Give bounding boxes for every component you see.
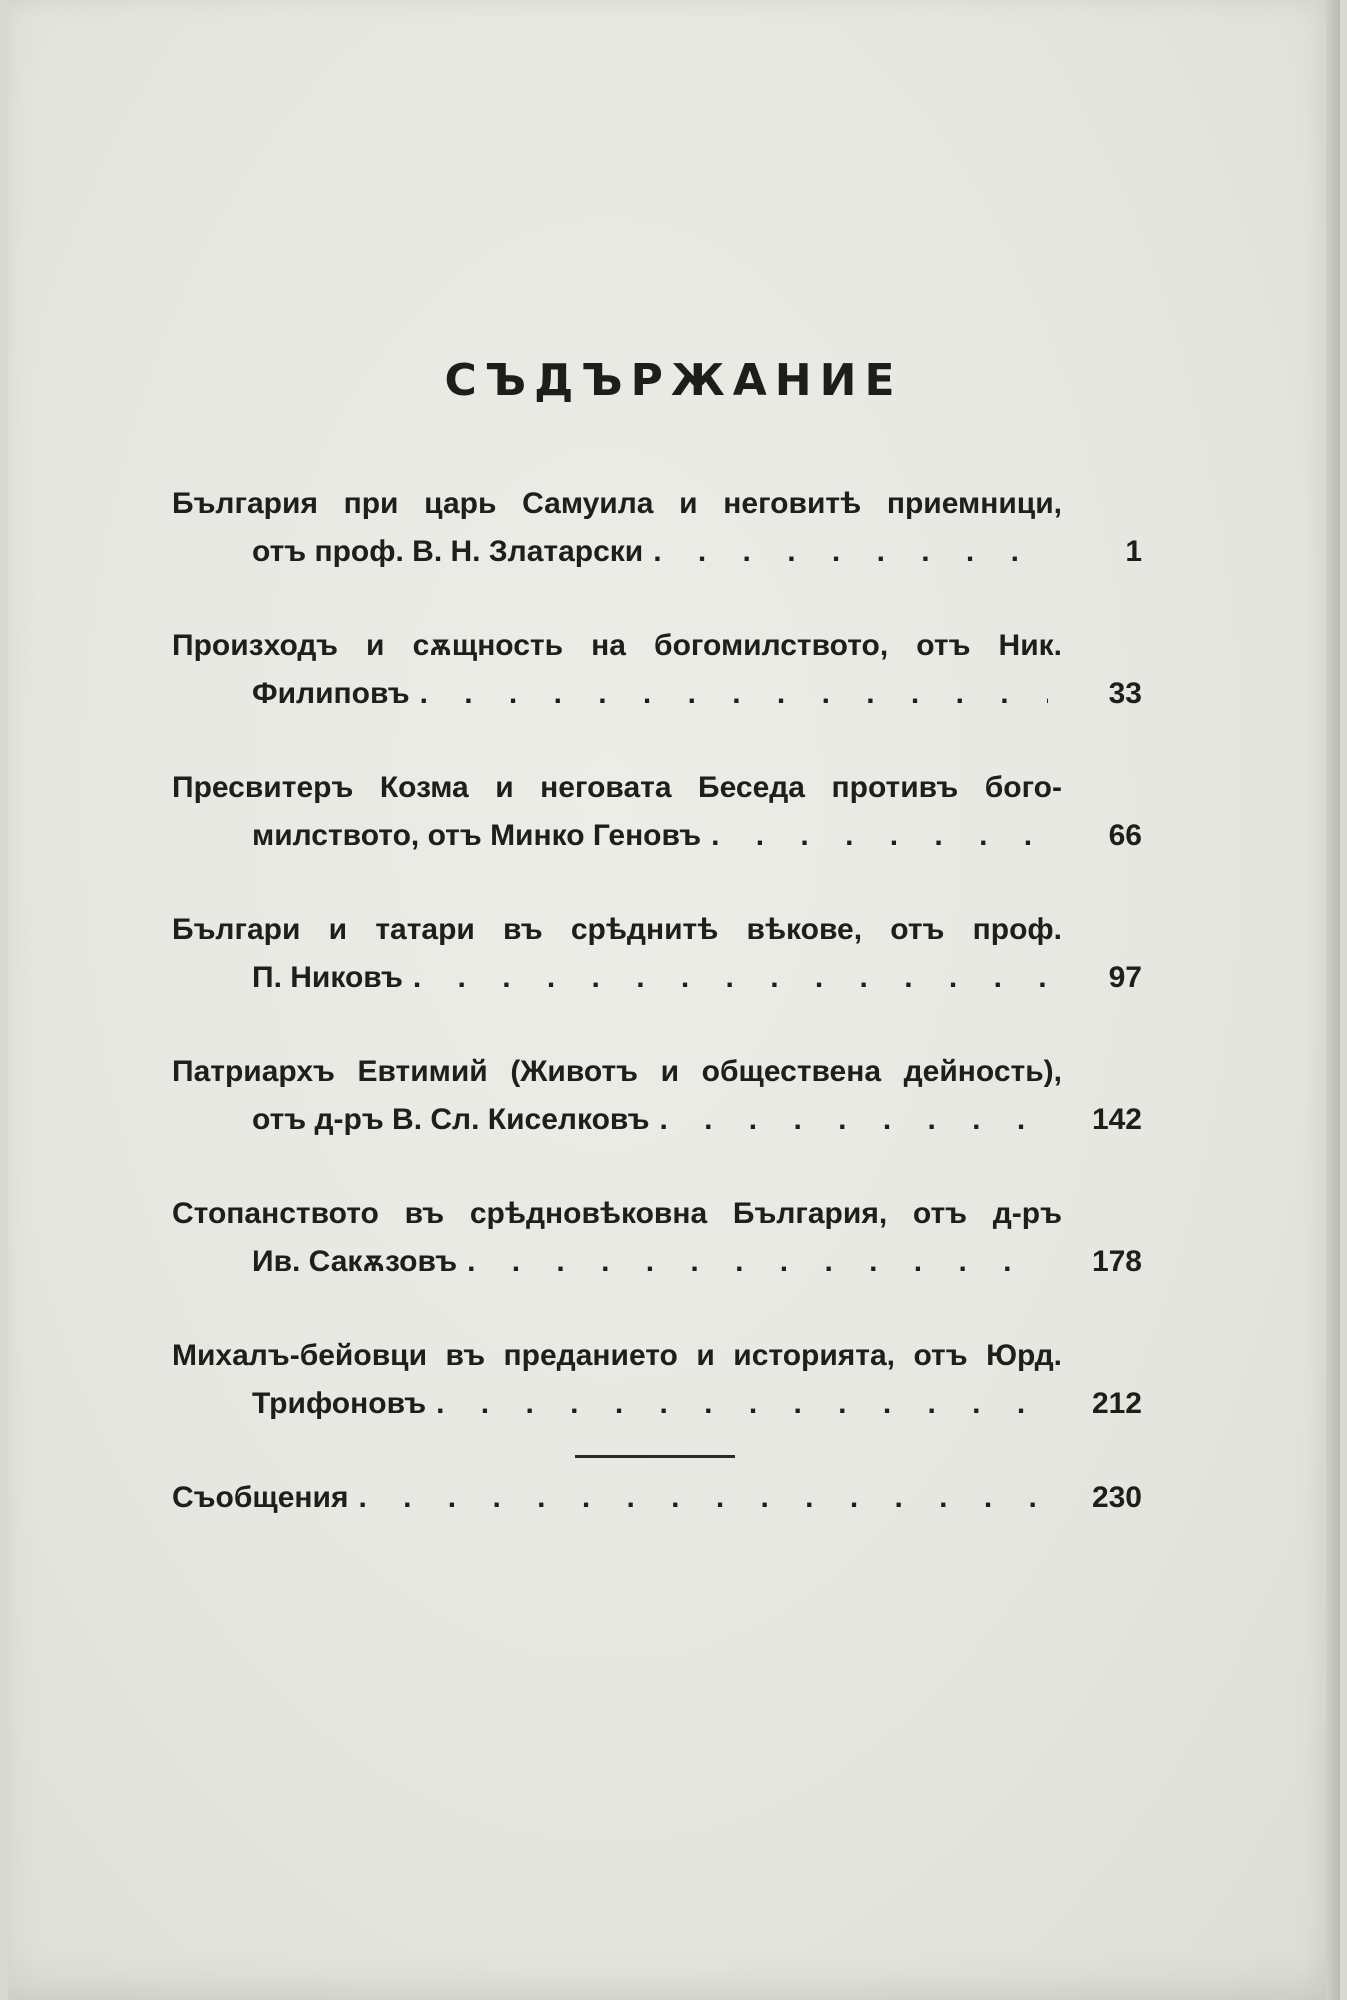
toc-entry-second-line — [172, 812, 1142, 860]
table-of-contents — [172, 480, 1142, 1568]
toc-page-number: 66 — [1108, 819, 1142, 852]
toc-entry-title: Стопанството въ срѣдновѣковна България, отъ д-ръ — [172, 1197, 1062, 1230]
dot-leader — [420, 670, 1048, 718]
toc-entry — [172, 906, 1142, 1002]
toc-page-number: 97 — [1108, 961, 1142, 994]
toc-entry — [172, 1332, 1142, 1428]
toc-page-number: 212 — [1091, 1387, 1142, 1420]
toc-entry-second-line — [172, 1238, 1142, 1286]
toc-entry-title: Българи и татари въ срѣднитѣ вѣкове, отъ проф. — [172, 913, 1062, 946]
page-edge — [1326, 0, 1340, 2000]
toc-entry-second-line — [172, 954, 1142, 1002]
toc-entry-final — [172, 1474, 1142, 1522]
toc-entry-second-line — [172, 1474, 1142, 1522]
toc-entry-second-line — [172, 1096, 1142, 1144]
toc-entry-author: П. Никовъ — [252, 961, 403, 994]
toc-entry-author: милството, отъ Минко Геновъ — [252, 819, 702, 852]
toc-page-number: 230 — [1091, 1481, 1142, 1514]
toc-entry — [172, 622, 1142, 718]
dot-leader — [358, 1474, 1048, 1522]
toc-entry-author: Трифоновъ — [252, 1387, 427, 1420]
toc-entry-author: отъ д-ръ В. Сл. Киселковъ — [252, 1103, 650, 1136]
dot-leader — [711, 812, 1048, 860]
dot-leader — [436, 1380, 1048, 1428]
dot-leader — [413, 954, 1048, 1002]
toc-entry — [172, 1048, 1142, 1144]
toc-entry-title: Михалъ-бейовци въ преданието и историята, отъ Юрд. — [172, 1339, 1062, 1372]
toc-entry-title: Пресвитеръ Козма и неговата Беседа противъ бого- — [172, 771, 1062, 804]
dot-leader — [659, 1096, 1048, 1144]
toc-page-number: 178 — [1091, 1245, 1142, 1278]
toc-entry-title: България при царь Самуила и неговитѣ приемници, — [172, 487, 1062, 520]
toc-entry-second-line — [172, 670, 1142, 718]
dot-leader — [653, 528, 1048, 576]
toc-entry — [172, 764, 1142, 860]
toc-entry-label: Съобщения — [172, 1481, 349, 1514]
contents-heading: СЪДЪРЖАНИЕ — [444, 355, 903, 406]
toc-entry-second-line — [172, 528, 1142, 576]
toc-entry-author: отъ проф. В. Н. Златарски — [252, 535, 644, 568]
toc-entry — [172, 480, 1142, 576]
toc-page-number: 142 — [1091, 1103, 1142, 1136]
dot-leader — [467, 1238, 1048, 1286]
closing-rule — [575, 1455, 735, 1458]
toc-page-number: 1 — [1125, 535, 1142, 568]
toc-page-number: 33 — [1108, 677, 1142, 710]
toc-entry-author: Филиповъ — [252, 677, 410, 710]
toc-entry-title: Патриархъ Евтимий (Животъ и обществена дейность), — [172, 1055, 1062, 1088]
toc-entry-second-line — [172, 1380, 1142, 1428]
toc-entry-author: Ив. Сакѫзовъ — [252, 1245, 458, 1278]
toc-entry — [172, 1190, 1142, 1286]
toc-entry-title: Произходъ и сѫщность на богомилството, отъ Ник. — [172, 629, 1062, 662]
